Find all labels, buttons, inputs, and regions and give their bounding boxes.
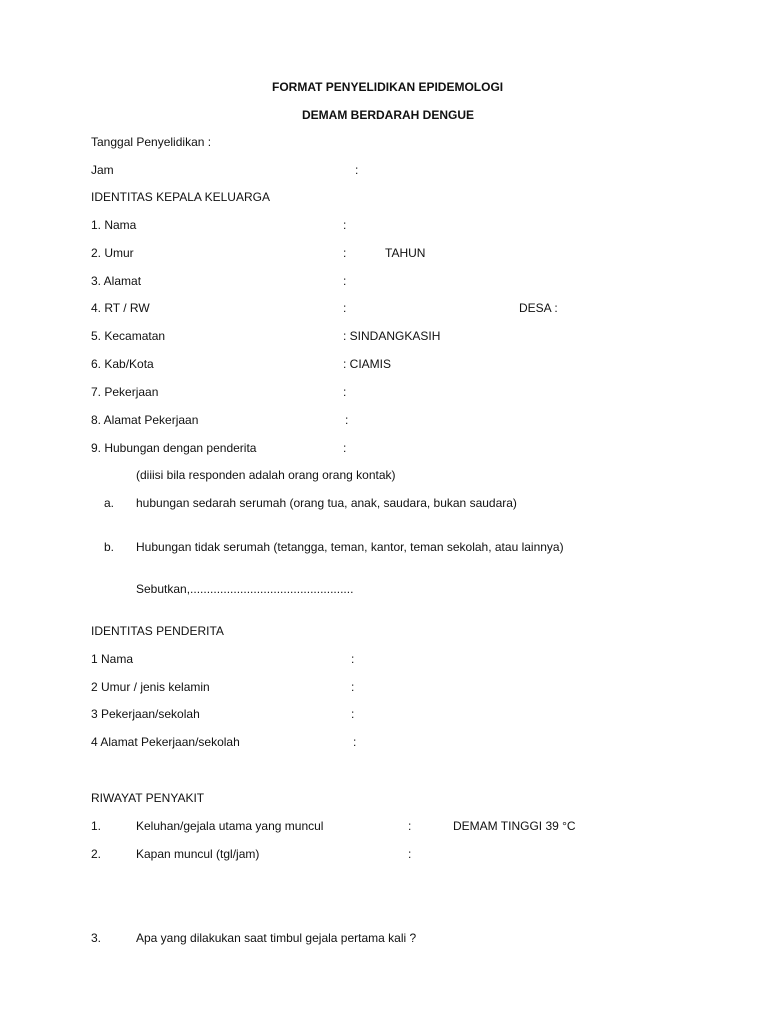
kk-nama-label: 1. Nama: [91, 218, 137, 232]
option-a-marker: a.: [104, 496, 115, 510]
kk-alamat-pekerjaan-colon: :: [345, 413, 349, 427]
kk-umur-label: 2. Umur: [91, 246, 134, 260]
kk-kabkota-value: : CIAMIS: [343, 357, 392, 371]
p-nama-label: 1 Nama: [91, 652, 134, 666]
riwayat-q1-number: 1.: [91, 819, 102, 833]
kk-alamat-colon: :: [343, 274, 347, 288]
tanggal-label: Tanggal Penyelidikan :: [91, 135, 212, 149]
riwayat-heading: RIWAYAT PENYAKIT: [91, 791, 205, 805]
riwayat-q2-label: Kapan muncul (tgl/jam): [136, 847, 260, 861]
kk-alamat-label: 3. Alamat: [91, 274, 142, 288]
kk-alamat-pekerjaan-label: 8. Alamat Pekerjaan: [91, 413, 199, 427]
kk-kecamatan-value: : SINDANGKASIH: [343, 329, 441, 343]
kk-hubungan-note: (diiisi bila responden adalah orang orang kontak): [136, 468, 396, 482]
riwayat-q2-number: 2.: [91, 847, 102, 861]
kk-pekerjaan-label: 7. Pekerjaan: [91, 385, 159, 399]
p-umur-colon: :: [351, 680, 355, 694]
form-subtitle: DEMAM BERDARAH DENGUE: [302, 108, 475, 122]
kk-hubungan-label: 9. Hubungan dengan penderita: [91, 441, 257, 455]
kk-rtrw-label: 4. RT / RW: [91, 301, 150, 315]
jam-colon: :: [355, 163, 359, 177]
option-b-text: Hubungan tidak serumah (tetangga, teman, kantor, teman sekolah, atau lainnya): [136, 540, 564, 554]
kk-pekerjaan-colon: :: [343, 385, 347, 399]
kk-hubungan-colon: :: [343, 441, 347, 455]
kk-rtrw-colon: :: [343, 301, 347, 315]
p-nama-colon: :: [351, 652, 355, 666]
kk-kabkota-label: 6. Kab/Kota: [91, 357, 154, 371]
riwayat-q3-number: 3.: [91, 931, 102, 945]
option-b-marker: b.: [104, 540, 115, 554]
riwayat-q1-label: Keluhan/gejala utama yang muncul: [136, 819, 324, 833]
p-umur-label: 2 Umur / jenis kelamin: [91, 680, 210, 694]
riwayat-q1-answer: DEMAM TINGGI 39 °C: [453, 819, 576, 833]
penderita-heading: IDENTITAS PENDERITA: [91, 624, 224, 638]
kk-desa-label: DESA :: [519, 301, 558, 315]
p-alamat-colon: :: [353, 735, 357, 749]
kk-nama-colon: :: [343, 218, 347, 232]
jam-label: Jam: [91, 163, 114, 177]
p-pekerjaan-label: 3 Pekerjaan/sekolah: [91, 707, 200, 721]
kk-umur-colon: :: [343, 246, 347, 260]
p-pekerjaan-colon: :: [351, 707, 355, 721]
form-title: FORMAT PENYELIDIKAN EPIDEMOLOGI: [272, 80, 504, 94]
kk-kecamatan-label: 5. Kecamatan: [91, 329, 166, 343]
option-a-text: hubungan sedarah serumah (orang tua, anak, saudara, bukan saudara): [136, 496, 517, 510]
riwayat-q2-colon: :: [408, 847, 412, 861]
sebutkan-line: Sebutkan,.................................................: [136, 582, 354, 596]
kepala-keluarga-heading: IDENTITAS KEPALA KELUARGA: [91, 190, 270, 204]
riwayat-q1-colon: :: [408, 819, 412, 833]
p-alamat-label: 4 Alamat Pekerjaan/sekolah: [91, 735, 240, 749]
kk-umur-unit: TAHUN: [385, 246, 426, 260]
riwayat-q3-label: Apa yang dilakukan saat timbul gejala pertama kali ?: [136, 931, 417, 945]
